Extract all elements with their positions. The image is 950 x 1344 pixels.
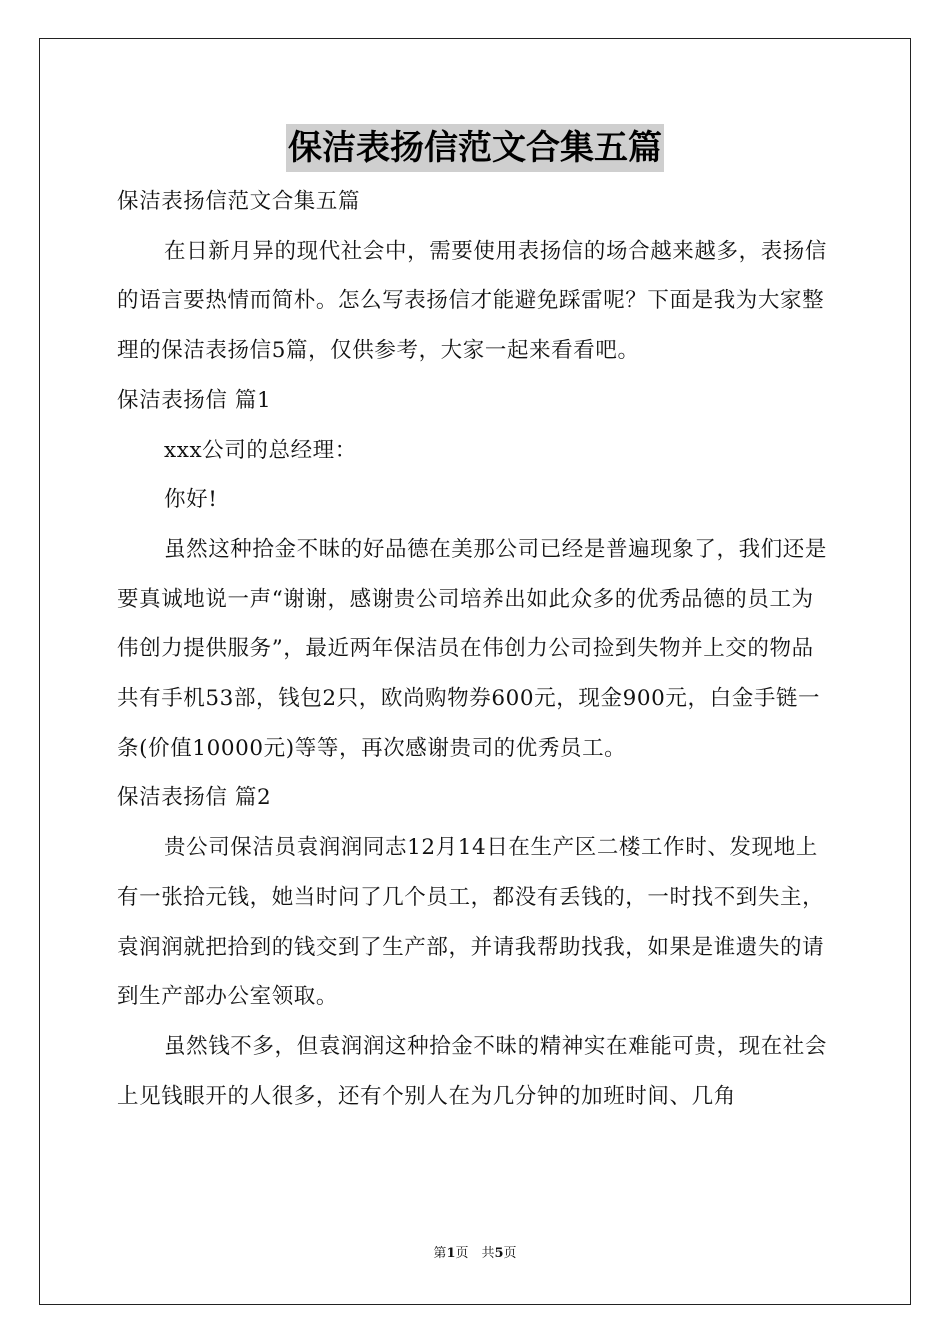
letter-1-body[interactable]: 虽然这种拾金不昧的好品德在美那公司已经是普遍现象了，我们还是要真诚地说一声“谢谢，感谢贵公司培养出如此众多的优秀品德的员工为伟创力提供服务”，最近两年保洁员在伟创力公司捡到失物并上交的物品共有手机53部，钱包2只，欧尚购物券600元，现金900元，白金手链一条(价值10000元)等等，再次感谢贵司的优秀员工。 [117, 536, 828, 761]
greeting[interactable]: 你好! [164, 487, 218, 513]
intro-paragraph[interactable]: 在日新月异的现代社会中，需要使用表扬信的场合越来越多，表扬信的语言要热情而简朴。怎么写表扬信才能避免踩雷呢？下面是我为大家整理的保洁表扬信5篇，仅供参考，大家一起来看看吧。 [117, 238, 828, 364]
title-container [0, 124, 950, 172]
footer-page-total: 5 [494, 1246, 504, 1261]
footer-page-mid: 页 共 [455, 1246, 495, 1261]
footer-page-current: 1 [446, 1246, 456, 1261]
footer-page-prefix: 第 [433, 1246, 447, 1261]
salutation[interactable]: xxx公司的总经理： [164, 437, 357, 463]
footer-page-suffix: 页 [503, 1246, 517, 1261]
section-heading-1[interactable]: 保洁表扬信 篇1 [117, 387, 272, 413]
letter-2-body-2[interactable]: 虽然钱不多，但袁润润这种拾金不昧的精神实在难能可贵，现在社会上见钱眼开的人很多，还有个别人在为几分钟的加班时间、几角 [117, 1033, 828, 1109]
subtitle-line[interactable]: 保洁表扬信范文合集五篇 [117, 189, 361, 214]
document-body [117, 177, 833, 1121]
page-footer [0, 1245, 950, 1263]
section-heading-2[interactable]: 保洁表扬信 篇2 [117, 785, 272, 811]
document-title[interactable]: 保洁表扬信范文合集五篇 [286, 124, 664, 172]
letter-2-body-1[interactable]: 贵公司保洁员袁润润同志12月14日在生产区二楼工作时、发现地上有一张拾元钱，她当时问了几个员工，都没有丢钱的，一时找不到失主，袁润润就把拾到的钱交到了生产部，并请我帮助找我，如果是谁遗失的请到生产部办公室领取。 [117, 835, 825, 1010]
